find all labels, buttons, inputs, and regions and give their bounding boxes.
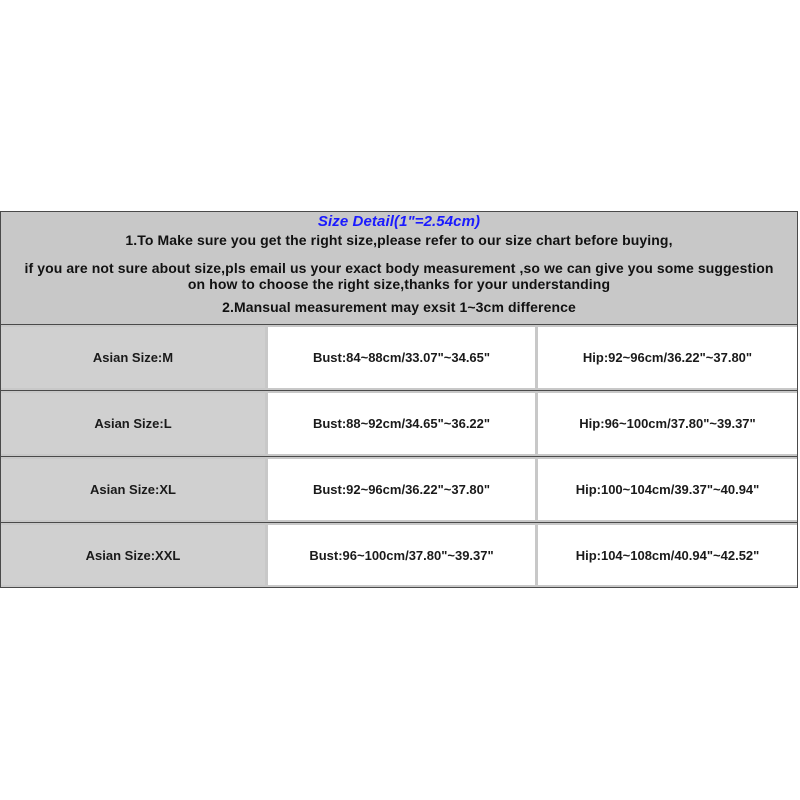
table-row (1, 523, 797, 587)
hip-cell: Hip:96~100cm/37.80"~39.37" (538, 393, 797, 454)
size-cell: Asian Size:L (1, 393, 265, 454)
size-cell: Asian Size:XL (1, 459, 265, 520)
bust-cell: Bust:88~92cm/34.65"~36.22" (268, 393, 535, 454)
hip-cell: Hip:104~108cm/40.94"~42.52" (538, 525, 797, 585)
hip-cell: Hip:92~96cm/36.22"~37.80" (538, 327, 797, 388)
table-row (1, 325, 797, 391)
hip-cell: Hip:100~104cm/39.37"~40.94" (538, 459, 797, 520)
table-row (1, 391, 797, 457)
size-cell: Asian Size:M (1, 327, 265, 388)
instruction-line-3: on how to choose the right size,thanks for your understanding (187, 276, 611, 292)
table-row (1, 457, 797, 523)
size-chart-table (0, 211, 798, 588)
size-chart-title: Size Detail(1"=2.54cm) (317, 213, 481, 230)
bust-cell: Bust:92~96cm/36.22"~37.80" (268, 459, 535, 520)
bust-cell: Bust:84~88cm/33.07"~34.65" (268, 327, 535, 388)
size-cell: Asian Size:XXL (1, 525, 265, 585)
instruction-line-1: 1.To Make sure you get the right size,please refer to our size chart before buying, (125, 232, 673, 248)
bust-cell: Bust:96~100cm/37.80"~39.37" (268, 525, 535, 585)
size-rows (1, 325, 797, 587)
size-chart-header (1, 212, 797, 325)
instruction-line-4: 2.Mansual measurement may exsit 1~3cm difference (222, 299, 576, 315)
instruction-line-2: if you are not sure about size,pls email us your exact body measurement ,so we can give you some suggestion (24, 260, 774, 276)
